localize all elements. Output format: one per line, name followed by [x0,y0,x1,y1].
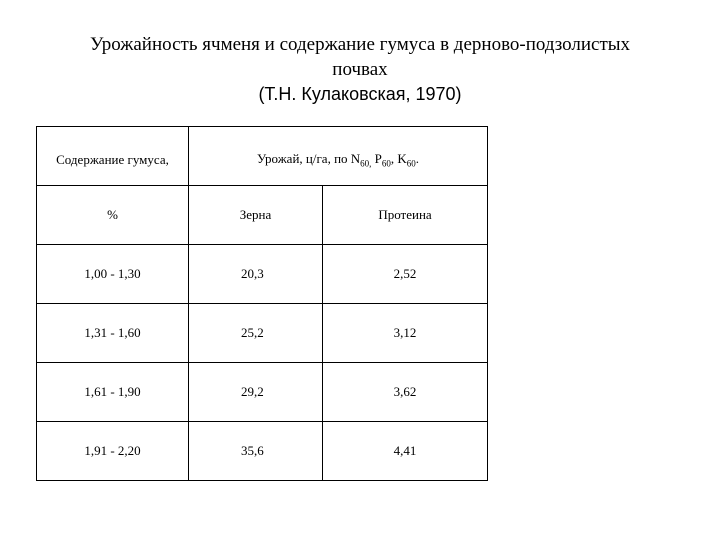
subheader-protein: Протеина [323,186,488,245]
title-citation: (Т.Н. Кулаковская, 1970) [258,84,462,104]
grain-cell: 29,2 [189,363,323,422]
subheader-row [37,186,488,245]
humus-cell: 1,31 - 1,60 [37,304,189,363]
document-title [60,32,660,107]
grain-cell: 35,6 [189,422,323,481]
humus-cell: 1,61 - 1,90 [37,363,189,422]
title-line-2: почвах [332,59,388,80]
protein-cell: 3,12 [323,304,488,363]
title-line-1: Урожайность ячменя и содержание гумуса в дерново-подзолистых [89,34,631,55]
grain-cell: 25,2 [189,304,323,363]
table-row [37,245,488,304]
subheader-unit: % [37,186,189,245]
yield-humus-table [36,126,488,481]
table-row [37,422,488,481]
subheader-grain: Зерна [189,186,323,245]
humus-cell: 1,91 - 2,20 [37,422,189,481]
header-yield-label: Урожай, ц/га, по $N_{60,}$ $P_{60}$, $K_{60}$. [256,151,420,169]
header-row [37,127,488,186]
protein-cell: 4,41 [323,422,488,481]
grain-cell: 20,3 [189,245,323,304]
header-yield-cell [189,127,488,186]
protein-cell: 2,52 [323,245,488,304]
header-humus-label: Содержание гумуса, [56,152,169,167]
humus-cell: 1,00 - 1,30 [37,245,189,304]
table-row [37,363,488,422]
table-row [37,304,488,363]
header-humus-cell [37,127,189,186]
protein-cell: 3,62 [323,363,488,422]
